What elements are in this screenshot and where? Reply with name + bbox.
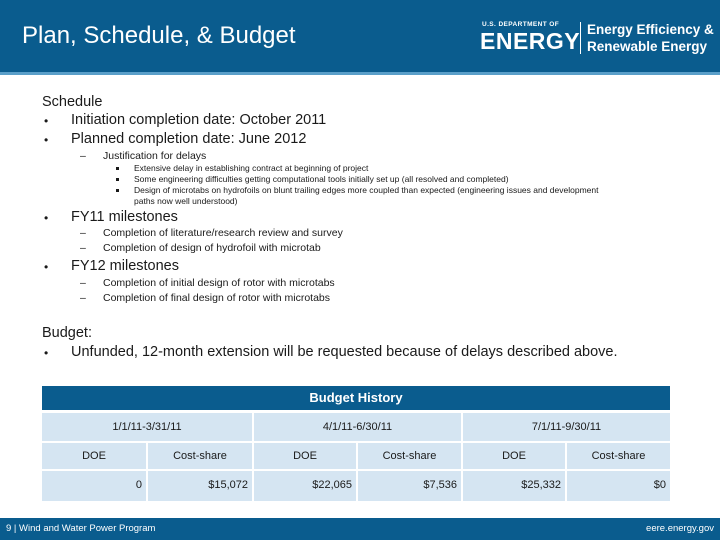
value-cell (254, 471, 356, 501)
period-cell (254, 413, 461, 441)
dash-icon: – (80, 292, 86, 304)
subheader-label: DOE (293, 450, 317, 462)
period-label: 1/1/11-3/31/11 (112, 421, 182, 433)
value-label: 0 (135, 479, 142, 491)
subheader-cell (42, 443, 146, 469)
subheader-cell (148, 443, 252, 469)
value-label: $22,065 (312, 479, 352, 491)
budget-table-title: Budget History (309, 390, 403, 405)
subheader-label: DOE (502, 450, 526, 462)
doe-logo-energy-text: ENERGY (480, 28, 581, 54)
dash-icon: – (80, 277, 86, 289)
fy11-item: Completion of literature/research review and survey (103, 227, 343, 239)
square-bullet-icon (116, 189, 119, 192)
subheader-cell (567, 443, 670, 469)
bullet-icon: • (44, 114, 49, 128)
bullet-icon: • (44, 211, 49, 225)
planned-date: Planned completion date: June 2012 (71, 131, 307, 147)
page-title: Plan, Schedule, & Budget (22, 22, 296, 49)
value-cell (42, 471, 146, 501)
justification-heading: Justification for delays (103, 150, 207, 162)
value-label: $0 (653, 479, 666, 491)
logo-divider (580, 22, 581, 54)
justification-item-continued: paths now well understood) (134, 196, 238, 206)
dash-icon: – (80, 227, 86, 239)
subheader-label: Cost-share (591, 450, 646, 462)
fy11-heading: FY11 milestones (71, 209, 178, 225)
subheader-label: DOE (82, 450, 106, 462)
dash-icon: – (80, 150, 86, 162)
eere-logo-text (587, 21, 714, 55)
justification-item: Design of microtabs on hydrofoils on blunt trailing edges more coupled than expected (engineering issues and development (134, 185, 599, 195)
footer-program-label: 9 | Wind and Water Power Program (6, 523, 156, 534)
square-bullet-icon (116, 167, 119, 170)
bullet-icon: • (44, 346, 49, 360)
value-cell (567, 471, 670, 501)
initiation-date: Initiation completion date: October 2011 (71, 112, 327, 128)
period-label: 7/1/11-9/30/11 (531, 421, 602, 433)
fy12-item: Completion of initial design of rotor with microtabs (103, 277, 335, 289)
value-label: $7,536 (423, 479, 457, 491)
justification-item: Extensive delay in establishing contract at beginning of project (134, 163, 369, 173)
subheader-cell (358, 443, 461, 469)
fy12-heading: FY12 milestones (71, 258, 179, 274)
dash-icon: – (80, 242, 86, 254)
period-cell (42, 413, 252, 441)
subheader-cell (254, 443, 356, 469)
value-label: $25,332 (521, 479, 561, 491)
budget-item: Unfunded, 12-month extension will be requested because of delays described above. (71, 344, 618, 360)
schedule-heading: Schedule (42, 94, 103, 110)
eere-logo-line1: Energy Efficiency & (587, 22, 714, 37)
budget-heading: Budget: (42, 325, 92, 341)
fy12-item: Completion of final design of rotor with microtabs (103, 292, 331, 304)
bullet-icon: • (44, 260, 49, 274)
value-cell (463, 471, 565, 501)
budget-table-header (42, 386, 670, 410)
subheader-cell (463, 443, 565, 469)
square-bullet-icon (116, 178, 119, 181)
doe-logo-small-text: U.S. DEPARTMENT OF (482, 21, 560, 28)
justification-item: Some engineering difficulties getting computational tools initially set up (all resolved and completed) (134, 174, 509, 184)
subheader-label: Cost-share (173, 450, 227, 462)
footer-website-link[interactable]: eere.energy.gov (646, 523, 714, 534)
header-accent-line (0, 72, 720, 75)
fy11-item: Completion of design of hydrofoil with microtab (103, 242, 321, 254)
bullet-icon: • (44, 133, 49, 147)
period-cell (463, 413, 670, 441)
value-cell (358, 471, 461, 501)
value-label: $15,072 (208, 479, 248, 491)
period-label: 4/1/11-6/30/11 (322, 421, 393, 433)
footer-bar (0, 518, 720, 540)
value-cell (148, 471, 252, 501)
header-bar (0, 0, 720, 72)
eere-logo-line2: Renewable Energy (587, 39, 708, 54)
subheader-label: Cost-share (382, 450, 437, 462)
